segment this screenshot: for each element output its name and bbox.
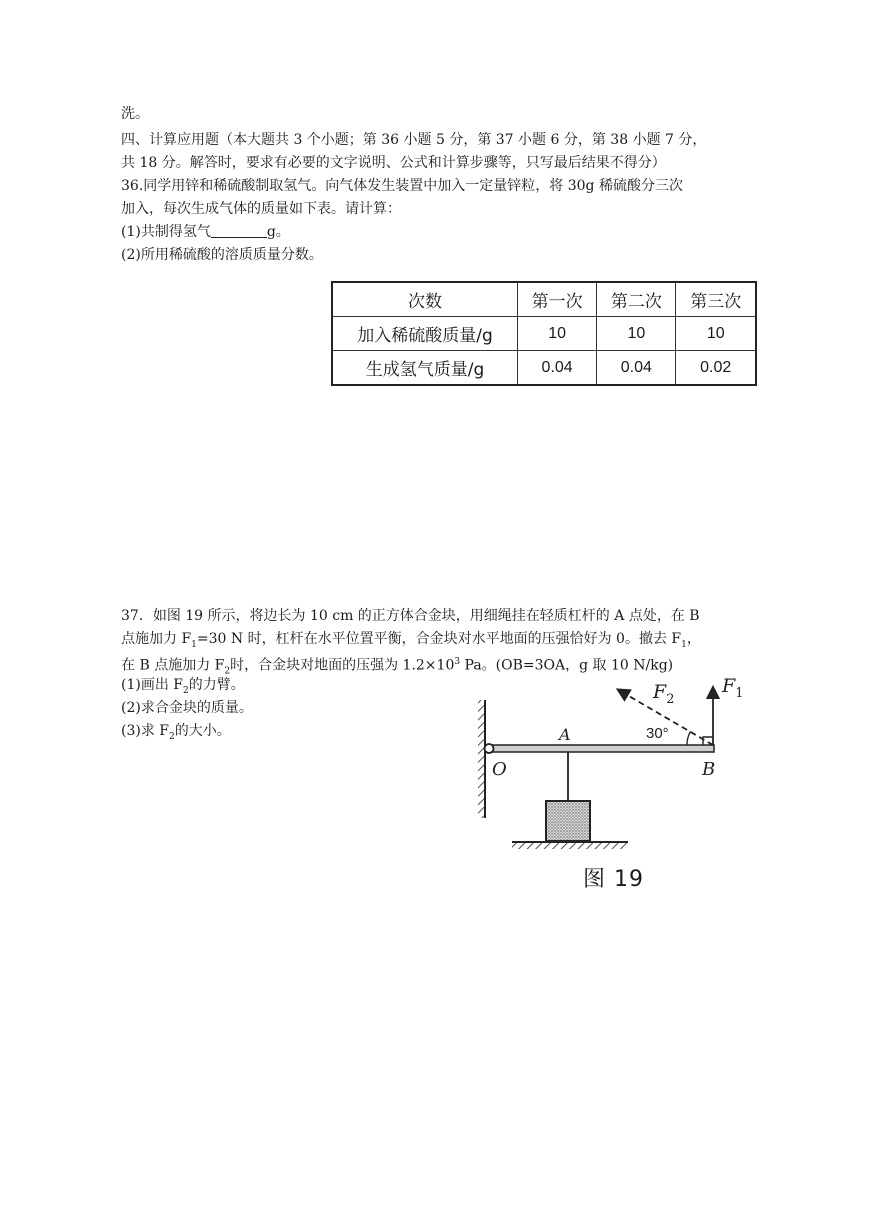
table-row-label: 加入稀硫酸质量/g (332, 317, 518, 351)
label-f2: $F_2$ (653, 681, 675, 707)
question-37-part3: (3)求 $F_2$的大小。 (121, 723, 231, 742)
angle-arc (687, 732, 691, 746)
label-o: O (492, 759, 507, 780)
lever-bar (488, 745, 714, 752)
question-36-line1: 36.同学用锌和稀硫酸制取氢气。向气体发生装置中加入一定量锌粒，将 30g 稀硫酸分三次 (121, 178, 683, 194)
table-cell: 10 (597, 317, 676, 351)
table-header-cell: 次数 (332, 282, 518, 317)
line-wash: 洗。 (121, 106, 149, 122)
table-header-cell: 第三次 (676, 282, 756, 317)
table-cell: 10 (676, 317, 756, 351)
ground (512, 842, 628, 849)
question-37-part1: (1)画出 $F_2$的力臂。 (121, 677, 245, 696)
section-heading-line1: 四、计算应用题（本大题共 3 个小题；第 36 小题 5 分，第 37 小题 6 分，第 38 小题 7 分， (121, 132, 707, 148)
question-37-part2: (2)求合金块的质量。 (121, 700, 253, 716)
data-table (331, 281, 757, 386)
figure-caption: 图 19 (583, 867, 644, 892)
table-row (332, 351, 756, 386)
alloy-block (546, 801, 590, 841)
table-cell: 0.04 (597, 351, 676, 386)
table-cell: 10 (518, 317, 597, 351)
question-37-line1: 37．如图 19 所示，将边长为 10 cm 的正方体合金块，用细绳挂在轻质杠杆的 A 点处，在 B (121, 608, 700, 624)
table-cell: 0.02 (676, 351, 756, 386)
answer-blank[interactable] (211, 223, 267, 238)
label-f1: $F_1$ (722, 675, 744, 701)
table-header-cell: 第一次 (518, 282, 597, 317)
label-angle: 30° (646, 725, 669, 742)
table-header-row (332, 282, 756, 317)
section-heading-line2: 共 18 分。解答时，要求有必要的文字说明、公式和计算步骤等，只写最后结果不得分） (121, 155, 666, 171)
question-36-part2: (2)所用稀硫酸的溶质质量分数。 (121, 247, 323, 263)
wall (478, 700, 485, 818)
table-row (332, 317, 756, 351)
table-row-label: 生成氢气质量/g (332, 351, 518, 386)
table-header-cell: 第二次 (597, 282, 676, 317)
label-b: B (702, 759, 716, 780)
label-a: A (559, 725, 571, 744)
question-37-line3: 在 B 点施加力 $F_2$时，合金块对地面的压强为 $1.2\times 10^3$ Pa。(OB=3OA，g 取 10 N/kg) (121, 657, 674, 677)
pivot-o (485, 744, 494, 753)
question-36-line2: 加入，每次生成气体的质量如下表。请计算： (121, 201, 401, 217)
question-37-line2: 点施加力 $F_1=30$ N 时，杠杆在水平位置平衡，合金块对水平地面的压强恰好为 0。撤去 $F_1$， (121, 631, 701, 650)
table-cell: 0.04 (518, 351, 597, 386)
question-36-part1: (1)共制得氢气 g。 (121, 224, 290, 240)
